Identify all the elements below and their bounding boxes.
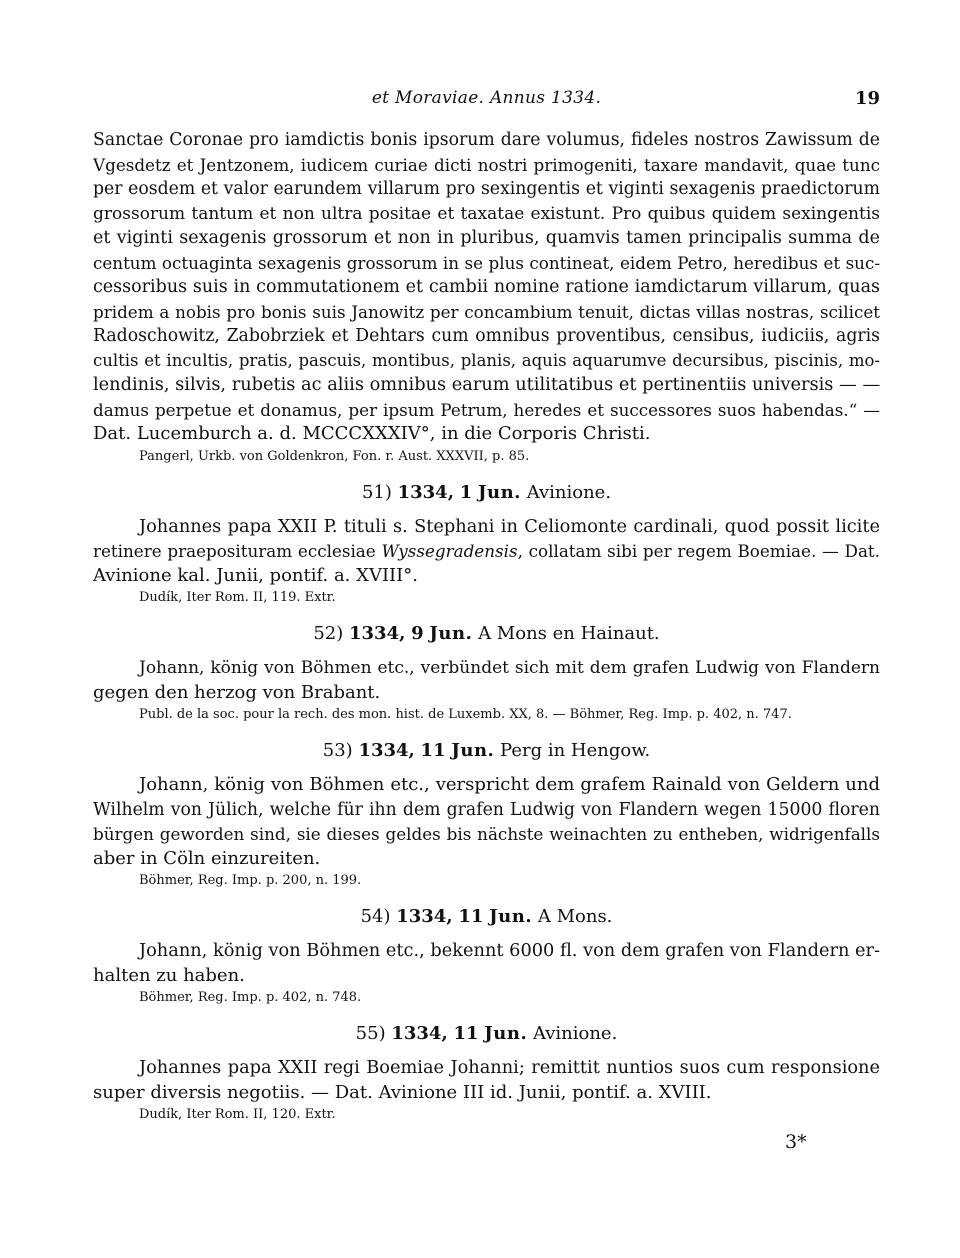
- text-line: super diversis negotiis. — Dat. Avinione III id. Junii, pontif. a. XVIII.: [93, 1081, 712, 1103]
- text-line: per eosdem et valor earundem villarum pro sexingentis et viginti sexagenis praedictorum: [93, 179, 880, 199]
- entry-heading: [93, 622, 880, 646]
- spacer: [93, 929, 880, 939]
- page-number: 19: [854, 88, 880, 109]
- text-line: Johann, könig von Böhmen etc., bekennt 6000 fl. von dem grafen von Flandern er-: [139, 941, 880, 961]
- entry-number: 52): [313, 623, 344, 644]
- entry-heading: [93, 481, 880, 505]
- spacer: [93, 608, 880, 622]
- text-line: Johann, könig von Böhmen etc., verbündet sich mit dem grafen Ludwig von Flandern: [139, 658, 880, 678]
- entry-number: 55): [355, 1023, 386, 1044]
- spacer: [93, 467, 880, 481]
- entry-day: 1: [459, 481, 473, 503]
- spacer: [93, 891, 880, 905]
- entry-year: 1334,: [391, 1023, 448, 1044]
- text-line: pridem a nobis pro bonis suis Janowitz per concambium tenuit, dictas villas nostras, scilicet: [93, 301, 880, 322]
- text-line: gegen den herzog von Brabant.: [93, 681, 381, 703]
- text-line: Johann, könig von Böhmen etc., verspricht dem grafem Rainald von Geldern und: [139, 774, 880, 795]
- charter-50-tail: [93, 128, 880, 467]
- text-line: et viginti sexagenis grossorum et non in pluribus, quamvis tamen principalis summa de: [93, 228, 880, 248]
- entry-day: 9: [411, 623, 424, 644]
- entry-heading: [93, 739, 880, 763]
- text-line: halten zu haben.: [93, 964, 245, 986]
- entry-number: 54): [360, 906, 391, 927]
- source-citation: Dudík, Iter Rom. II, 119. Extr.: [139, 590, 336, 605]
- entry-number: 51): [361, 481, 392, 503]
- italic-place-name: Wyssegradensis: [381, 541, 518, 561]
- signature-mark: 3*: [785, 1131, 807, 1153]
- spacer: [93, 1008, 880, 1022]
- entry-place: Perg in Hengow.: [500, 740, 651, 761]
- text-line: aber in Cöln einzureiten.: [93, 847, 321, 869]
- spacer: [93, 1046, 880, 1056]
- entry-year: 1334,: [358, 740, 415, 761]
- entry-place: A Mons.: [537, 906, 613, 927]
- text-line: Avinione kal. Junii, pontif. a. XVIII°.: [93, 564, 418, 586]
- text-line: damus perpetue et donamus, per ipsum Petrum, heredes et successores suos habendas.“ —: [93, 399, 880, 420]
- source-citation: Böhmer, Reg. Imp. p. 402, n. 748.: [139, 990, 362, 1005]
- entry-number: 53): [322, 740, 353, 761]
- source-citation: Böhmer, Reg. Imp. p. 200, n. 199.: [139, 873, 362, 888]
- text-line: Johannes papa XXII P. tituli s. Stephani in Celiomonte cardinali, quod possit licite: [139, 516, 880, 537]
- spacer: [93, 646, 880, 656]
- running-head: et Moraviae. Annus 1334.: [371, 88, 602, 108]
- spacer: [93, 505, 880, 515]
- entry-month: Jun.: [489, 906, 533, 927]
- entry-year: 1334,: [349, 623, 406, 644]
- text-line: Johannes papa XXII regi Boemiae Johanni; remittit nuntios suos cum responsione: [139, 1058, 880, 1078]
- text-line: Wilhelm von Jülich, welche für ihn dem grafen Ludwig von Flandern wegen 15000 floren: [93, 799, 880, 820]
- text-line: cessoribus suis in commutationem et cambii nomine ratione iamdictarum villarum, quas: [93, 277, 880, 297]
- page-body: [93, 128, 880, 1125]
- text-line: retinere praeposituram ecclesiae Wyssegradensis, collatam sibi per regem Boemiae. — Dat.: [93, 541, 880, 561]
- entry-year: 1334,: [397, 481, 454, 503]
- entry-heading: [93, 905, 880, 929]
- entry-month: Jun.: [429, 623, 473, 644]
- page-header: [93, 88, 880, 114]
- text-line: Vgesdetz et Jentzonem, iudicem curiae dicti nostri primogeniti, taxare mandavit, quae tunc: [93, 154, 880, 175]
- entry-place: Avinione.: [532, 1023, 618, 1044]
- text-line: Sanctae Coronae pro iamdictis bonis ipsorum dare volumus, fideles nostros Zawissum de: [93, 130, 880, 150]
- text-line: Radoschowitz, Zabobrziek et Dehtars cum omnibus proventibus, censibus, iudiciis, agris: [93, 326, 880, 346]
- text-line: lendinis, silvis, rubetis ac aliis omnibus earum utilitatibus et pertinentiis universis — —: [93, 375, 880, 395]
- spacer: [93, 763, 880, 773]
- source-citation: Publ. de la soc. pour la rech. des mon. hist. de Luxemb. XX, 8. — Böhmer, Reg. Imp. p. 402, n. 747.: [139, 707, 792, 722]
- entry-month: Jun.: [477, 481, 521, 503]
- text-line: grossorum tantum et non ultra positae et taxatae existunt. Pro quibus quidem sexingentis: [93, 203, 880, 224]
- entry-place: A Mons en Hainaut.: [478, 623, 660, 644]
- entry-place: Avinione.: [526, 481, 612, 503]
- text-line: bürgen geworden sind, sie dieses geldes bis nächste weinachten zu entheben, widrigenfalls: [93, 824, 880, 844]
- source-citation: Pangerl, Urkb. von Goldenkron, Fon. r. Aust. XXXVII, p. 85.: [139, 448, 530, 464]
- entry-month: Jun.: [451, 740, 495, 761]
- text-line: centum octuaginta sexagenis grossorum in se plus contineat, eidem Petro, heredibus et suc-: [93, 252, 880, 273]
- text-line: cultis et incultis, pratis, pascuis, montibus, planis, aquis aquarumve decursibus, piscinis, mo-: [93, 350, 880, 370]
- entry-year: 1334,: [396, 906, 453, 927]
- entry-day: 11: [458, 906, 484, 927]
- entry-day: 11: [420, 740, 446, 761]
- entry-month: Jun.: [484, 1023, 528, 1044]
- entry-day: 11: [453, 1023, 479, 1044]
- entry-heading: [93, 1022, 880, 1046]
- source-citation: Dudík, Iter Rom. II, 120. Extr.: [139, 1107, 336, 1122]
- text-line: Dat. Lucemburch a. d. MCCCXXXIV°, in die Corporis Christi.: [93, 423, 651, 444]
- spacer: [93, 725, 880, 739]
